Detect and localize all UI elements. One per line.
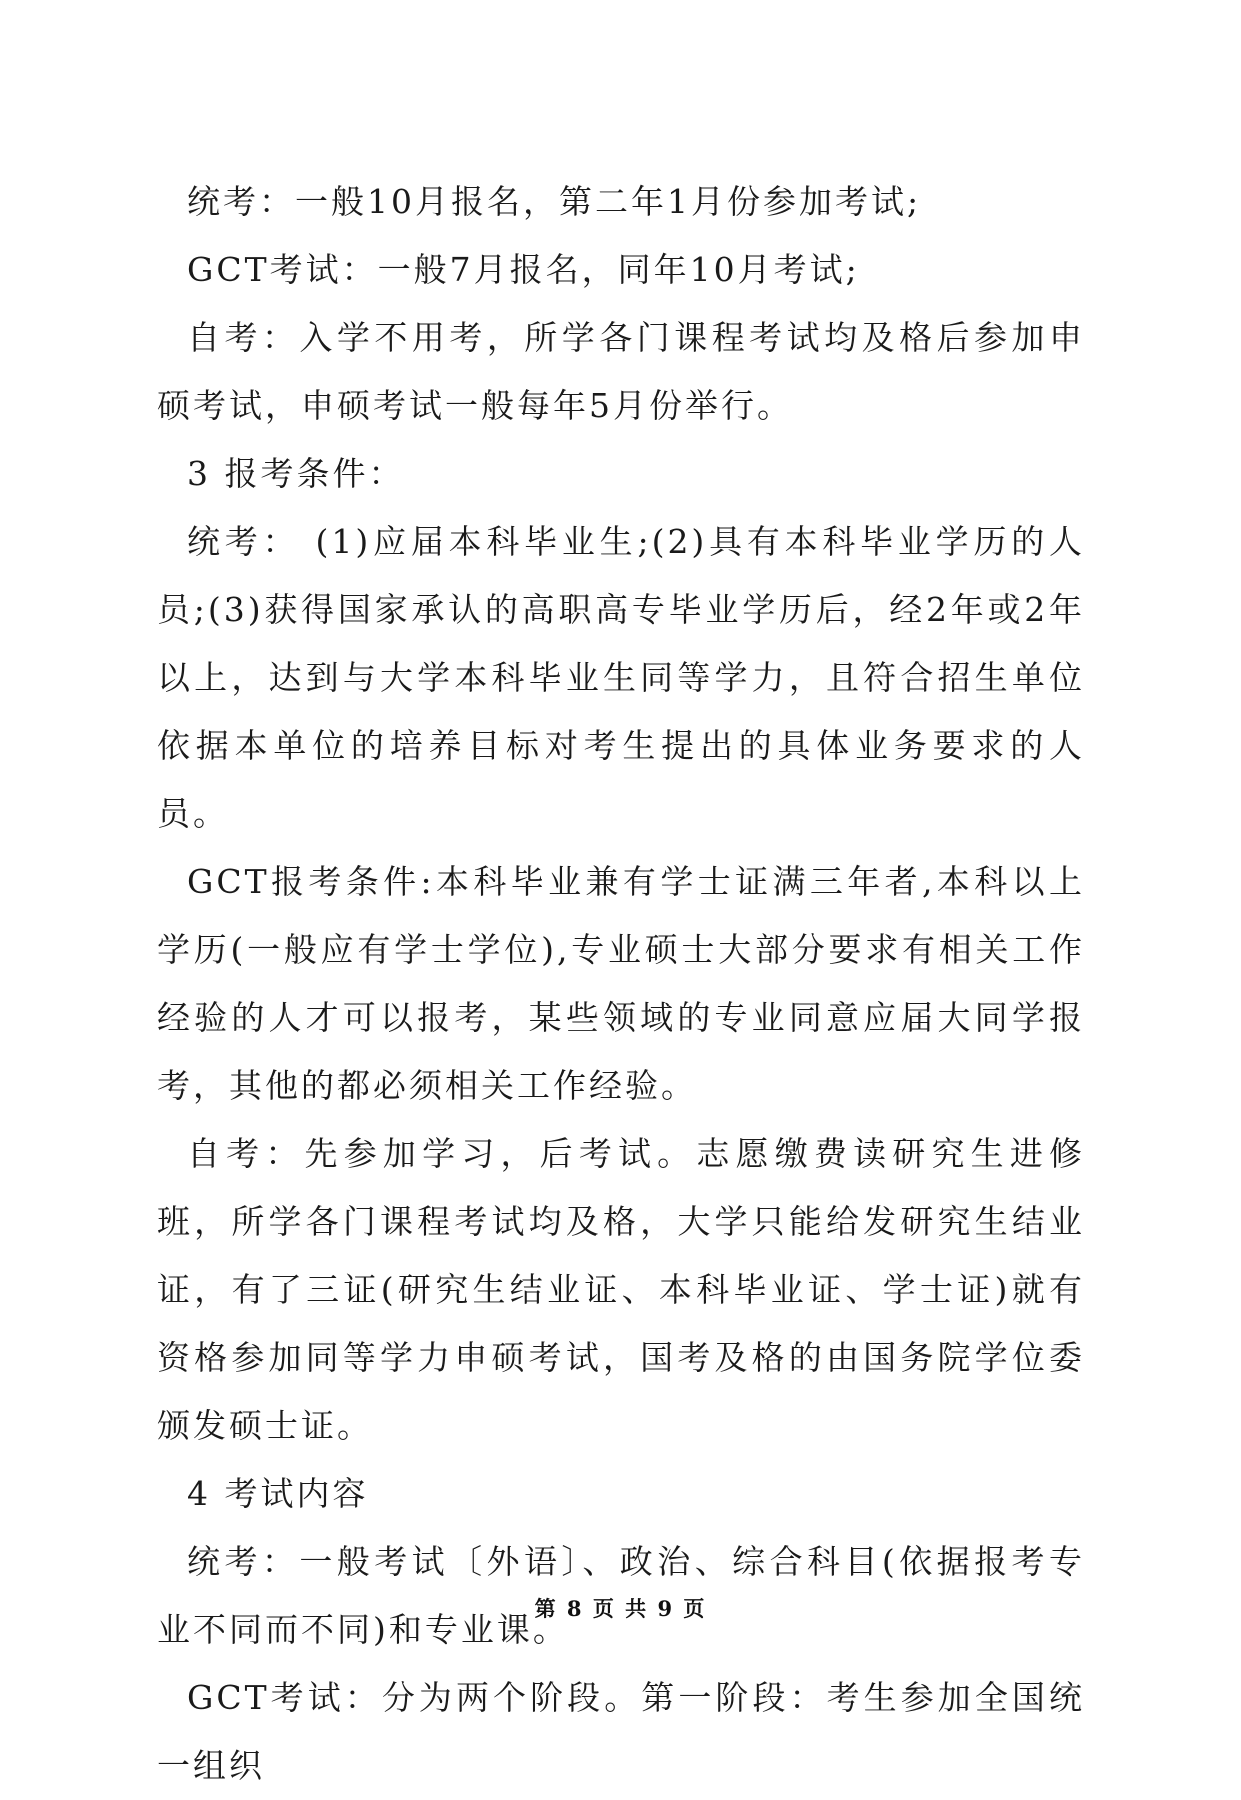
section-heading-eligibility: 3 报考条件： xyxy=(187,454,405,493)
document-body xyxy=(157,168,1085,1800)
paragraph-exam-schedule-gct: GCT考试：一般7月报名，同年10月考试; xyxy=(187,250,860,289)
paragraph-eligibility-gct: GCT报考条件:本科毕业兼有学士证满三年者,本科以上学历(一般应有学士学位),专业硕士大部分要求有相关工作经验的人才可以报考，某些领域的专业同意应届大同学报考，其他的都必须相关工作经验。 xyxy=(157,862,1085,1105)
page-number-footer: 第 8 页 共 9 页 xyxy=(534,1596,707,1621)
paragraph-eligibility-self-study: 自考：先参加学习，后考试。志愿缴费读研究生进修班，所学各门课程考试均及格，大学只能给发研究生结业证，有了三证(研究生结业证、本科毕业证、学士证)就有资格参加同等学力申硕考试，国考及格的由国务院学位委颁发硕士证。 xyxy=(157,1134,1085,1445)
paragraph-content-unified: 统考：一般考试〔外语〕、政治、综合科目(依据报考专业不同而不同)和专业课。 xyxy=(157,1542,1085,1649)
paragraph-exam-schedule-self-study: 自考：入学不用考，所学各门课程考试均及格后参加申硕考试，申硕考试一般每年5月份举行。 xyxy=(157,318,1085,425)
paragraph-content-gct: GCT考试：分为两个阶段。第一阶段：考生参加全国统一组织 xyxy=(157,1678,1085,1785)
paragraph-exam-schedule-unified: 统考：一般10月报名，第二年1月份参加考试; xyxy=(187,182,922,221)
section-heading-exam-content: 4 考试内容 xyxy=(187,1474,369,1513)
paragraph-eligibility-unified: 统考： (1)应届本科毕业生;(2)具有本科毕业学历的人员;(3)获得国家承认的高职高专毕业学历后，经2年或2年以上，达到与大学本科毕业生同等学力，且符合招生单位依据本单位的培养目标对考生提出的具体业务要求的人员。 xyxy=(157,522,1085,833)
